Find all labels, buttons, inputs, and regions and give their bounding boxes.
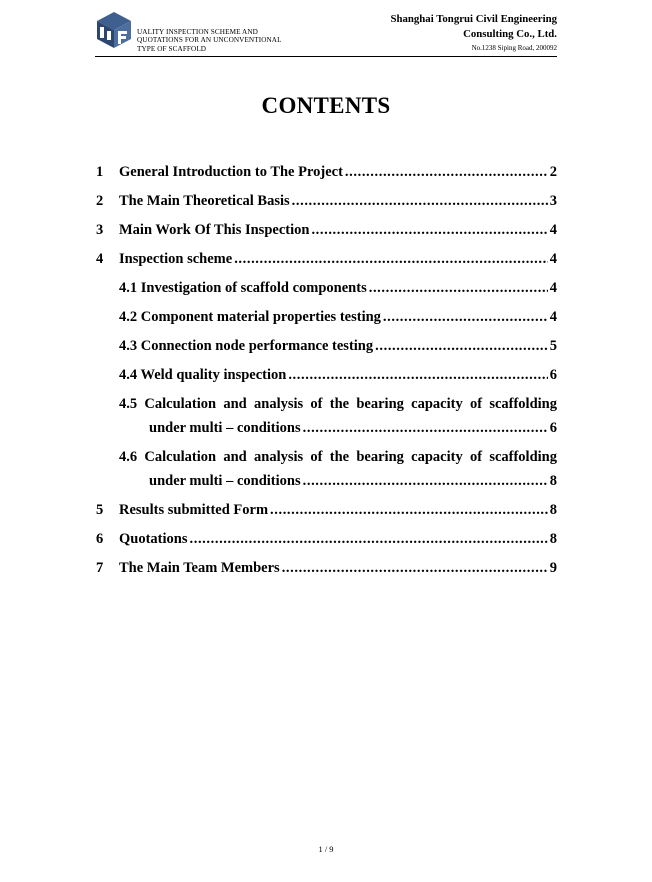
- toc-entry[interactable]: [96, 160, 557, 184]
- toc-entry[interactable]: [96, 218, 557, 242]
- toc-entry-page: 4: [549, 309, 557, 325]
- toc-entry-title: Results submitted Form: [119, 502, 269, 518]
- toc-entry-page: 2: [549, 164, 557, 180]
- toc-leader: [282, 556, 548, 580]
- toc-entry-number: 1: [96, 164, 104, 180]
- toc-entry-title: General Introduction to The Project: [119, 164, 343, 180]
- company-info: [390, 12, 557, 54]
- toc-entry-title: 4.3 Connection node performance testing: [119, 338, 374, 354]
- toc-entry-number: 6: [96, 531, 104, 547]
- page-header: [95, 10, 557, 56]
- toc-leader: [190, 527, 548, 551]
- toc-leader: [292, 189, 548, 213]
- toc-entry[interactable]: [96, 247, 557, 271]
- toc-entry-page: 9: [549, 560, 557, 576]
- toc-entry-page: 4: [549, 280, 557, 296]
- toc-entry-page: 3: [549, 193, 557, 209]
- header-divider: [95, 56, 557, 57]
- toc-entry-page: 8: [549, 502, 557, 518]
- toc-subentry[interactable]: [96, 445, 557, 493]
- toc-entry-number: 4: [96, 251, 104, 267]
- toc-entry-title-line-2: under multi – conditions: [149, 420, 301, 436]
- toc-entry-title: 4.1 Investigation of scaffold components: [119, 280, 367, 296]
- toc-entry-number: 5: [96, 502, 104, 518]
- toc-entry-page: 8: [549, 531, 557, 547]
- toc-entry[interactable]: [96, 556, 557, 580]
- toc-entry-number: 3: [96, 222, 104, 238]
- header-title-line: QUOTATIONS FOR AN UNCONVENTIONAL: [137, 36, 282, 45]
- toc-leader: [288, 363, 547, 387]
- toc-leader: [270, 498, 548, 522]
- toc-subentry[interactable]: [96, 392, 557, 440]
- toc-leader: [369, 276, 548, 300]
- toc-leader: [311, 218, 547, 242]
- header-title-line: UALITY INSPECTION SCHEME AND: [137, 28, 258, 36]
- toc-subentry[interactable]: [96, 334, 557, 358]
- toc-entry-page: 4: [549, 251, 557, 267]
- table-of-contents: [96, 160, 557, 585]
- company-name-line-1: Shanghai Tongrui Civil Engineering: [390, 13, 557, 25]
- toc-entry-title: 4.4 Weld quality inspection: [119, 367, 287, 383]
- toc-entry[interactable]: [96, 189, 557, 213]
- toc-entry-title: Quotations: [119, 531, 188, 547]
- toc-entry-title-line-2: under multi – conditions: [149, 473, 301, 489]
- toc-entry-title: 4.2 Component material properties testing: [119, 309, 381, 325]
- toc-entry-title-line-1: 4.5 Calculation and analysis of the bearing capacity of scaffolding: [119, 396, 557, 412]
- toc-entry[interactable]: [96, 498, 557, 522]
- toc-leader: [345, 160, 548, 184]
- company-name-line-2: Consulting Co., Ltd.: [463, 28, 557, 40]
- document-header-title: [137, 28, 282, 53]
- page-number-footer: 1 / 9: [318, 844, 334, 854]
- toc-entry[interactable]: [96, 527, 557, 551]
- toc-entry-page: 4: [549, 222, 557, 238]
- toc-entry-page: 6: [549, 367, 557, 383]
- toc-leader: [375, 334, 548, 358]
- company-logo-icon: [95, 10, 133, 50]
- toc-entry-title: The Main Team Members: [119, 560, 280, 576]
- toc-entry-title: Main Work Of This Inspection: [119, 222, 310, 238]
- toc-subentry[interactable]: [96, 276, 557, 300]
- toc-entry-page: 8: [549, 473, 557, 489]
- toc-entry-number: 7: [96, 560, 104, 576]
- page-title: CONTENTS: [261, 93, 391, 118]
- toc-entry-title: The Main Theoretical Basis: [119, 193, 290, 209]
- toc-leader: [303, 416, 548, 440]
- company-address: No.1238 Siping Road, 200092: [471, 44, 557, 52]
- toc-subentry[interactable]: [96, 363, 557, 387]
- toc-entry-title: Inspection scheme: [119, 251, 233, 267]
- toc-leader: [234, 247, 548, 271]
- toc-entry-number: 2: [96, 193, 104, 209]
- toc-leader: [303, 469, 548, 493]
- toc-leader: [383, 305, 548, 329]
- toc-subentry[interactable]: [96, 305, 557, 329]
- toc-entry-title-line-1: 4.6 Calculation and analysis of the bearing capacity of scaffolding: [119, 449, 557, 465]
- header-title-line: TYPE OF SCAFFOLD: [137, 44, 207, 53]
- toc-entry-page: 5: [549, 338, 557, 354]
- toc-entry-page: 6: [549, 420, 557, 436]
